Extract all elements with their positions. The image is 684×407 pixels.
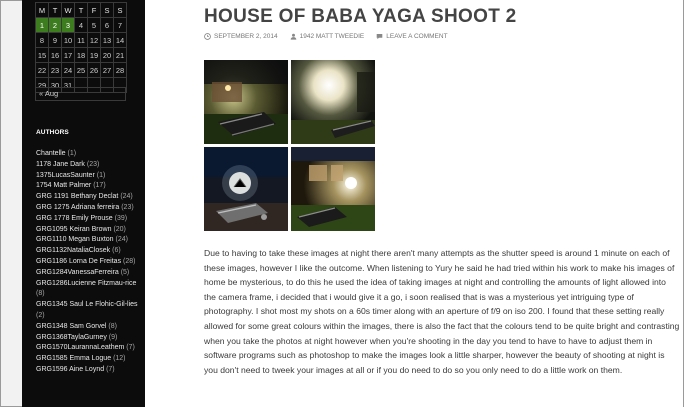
author-name[interactable]: GRG1095 Keiran Brown: [36, 225, 112, 233]
calendar-day: 16: [49, 48, 62, 63]
calendar-day: 14: [114, 33, 127, 48]
author-name[interactable]: GRG 1191 Bethany Declat: [36, 193, 119, 201]
bright-window-photo: [291, 60, 375, 144]
calendar-day: 12: [88, 33, 101, 48]
post-date[interactable]: [204, 33, 278, 40]
calendar-day: 8: [36, 33, 49, 48]
weekday: T: [75, 3, 88, 18]
calendar-day-link[interactable]: 2: [49, 18, 62, 33]
weekday: M: [36, 3, 49, 18]
author-item[interactable]: [36, 300, 144, 322]
sidebar: [22, 0, 145, 407]
author-item[interactable]: [36, 354, 144, 365]
author-item[interactable]: [36, 279, 144, 301]
calendar-day: 31: [62, 78, 75, 93]
author-name[interactable]: 1754 Matt Palmer: [36, 182, 92, 190]
calendar-day: 6: [101, 18, 114, 33]
author-count: (39): [114, 214, 128, 222]
weekday: T: [49, 3, 62, 18]
calendar-day: 22: [36, 63, 49, 78]
calendar: [35, 2, 127, 93]
author-count: (5): [120, 268, 130, 276]
calendar-day: 4: [75, 18, 88, 33]
author-name[interactable]: GRG1585 Emma Logue: [36, 355, 112, 363]
calendar-day-link[interactable]: 3: [62, 18, 75, 33]
author-count: (8): [36, 290, 45, 298]
author-item[interactable]: [36, 192, 144, 203]
calendar-day: 13: [101, 33, 114, 48]
post-author[interactable]: [290, 33, 365, 40]
calendar-day: 21: [114, 48, 127, 63]
weekday: F: [88, 3, 101, 18]
calendar-day: 19: [88, 48, 101, 63]
user-icon: [290, 33, 297, 40]
clock-icon: [204, 33, 211, 40]
author-name[interactable]: 1178 Jane Dark: [36, 160, 85, 168]
author-name[interactable]: GRG1132NataliaClosek: [36, 247, 111, 255]
calendar-day: 20: [101, 48, 114, 63]
comment-icon: [376, 33, 383, 40]
calendar-day: 7: [114, 18, 127, 33]
authors-list: [36, 149, 144, 376]
calendar-day: 24: [62, 63, 75, 78]
calendar-day: 27: [101, 63, 114, 78]
calendar-day: 11: [75, 33, 88, 48]
gallery-photo-bright-window[interactable]: [291, 60, 375, 144]
calendar-week: [36, 48, 127, 63]
weekday: S: [101, 3, 114, 18]
author-count: (1): [67, 150, 77, 157]
author-count: (1): [96, 171, 106, 179]
calendar-week: [36, 63, 127, 78]
author-name[interactable]: GRG1286Lucienne Fitzmau-rice: [36, 279, 137, 287]
author-count: (9): [108, 333, 118, 341]
author-count: (12): [113, 355, 126, 363]
author-item[interactable]: [36, 181, 144, 192]
gallery-photo-house-lights[interactable]: [291, 147, 375, 231]
weekday: W: [62, 3, 75, 18]
author-count: (17): [93, 182, 106, 190]
post-date-text: SEPTEMBER 2, 2014: [214, 33, 278, 40]
author-count: (8): [108, 322, 117, 330]
post-content: [145, 0, 683, 407]
author-name[interactable]: 1375LucasSaunter: [36, 171, 95, 179]
post-author-text: 1942 MATT TWEEDIE: [299, 33, 365, 40]
author-name[interactable]: GRG1284VanessaFerreira: [36, 268, 119, 276]
author-item[interactable]: [36, 343, 144, 354]
author-item[interactable]: [36, 268, 144, 279]
author-count: (7): [126, 344, 135, 352]
author-count: (23): [86, 160, 100, 168]
author-name[interactable]: GRG 1275 Adriana ferreira: [36, 203, 120, 211]
calendar-day: 29: [36, 78, 49, 93]
author-count: (23): [121, 203, 134, 211]
author-item[interactable]: [36, 149, 144, 160]
author-item[interactable]: [36, 203, 144, 214]
authors-heading: AUTHORS: [36, 129, 69, 136]
author-item[interactable]: [36, 365, 144, 376]
house-lights-photo: [291, 147, 375, 231]
author-name[interactable]: GRG1368TaylaGurney: [36, 333, 107, 341]
calendar-week: [36, 33, 127, 48]
author-item[interactable]: [36, 160, 144, 171]
author-count: (6): [112, 247, 121, 255]
calendar-day: 23: [49, 63, 62, 78]
author-count: (28): [123, 257, 136, 265]
garden-chair-photo: [204, 60, 288, 144]
calendar-prev-month-link[interactable]: « Aug: [35, 87, 126, 101]
weekday: S: [114, 3, 127, 18]
author-name[interactable]: GRG1110 Megan Buxton: [36, 236, 114, 244]
author-count: (24): [115, 236, 128, 244]
calendar-day-link[interactable]: 1: [36, 18, 49, 33]
author-name[interactable]: Chantelle: [36, 150, 66, 157]
author-item[interactable]: [36, 214, 144, 225]
author-name[interactable]: GRG1348 Sam Gorvel: [36, 322, 107, 330]
author-count: (7): [106, 365, 115, 373]
author-name[interactable]: GRG1596 Aine Loynd: [36, 365, 105, 373]
calendar-day: 15: [36, 48, 49, 63]
author-name[interactable]: GRG 1778 Emily Prouse: [36, 214, 113, 222]
gallery-photo-wheelbarrow[interactable]: [204, 147, 288, 231]
leave-comment-text: LEAVE A COMMENT: [386, 33, 448, 40]
author-count: (2): [36, 311, 45, 319]
post-title[interactable]: HOUSE OF BABA YAGA SHOOT 2: [204, 6, 517, 27]
author-count: (24): [120, 193, 133, 201]
post-body: Due to having to take these images at night there aren't many attempts as the shutter speed is around 1 minute on each of these images, however I like the outcome. When listening to Yury he said he had tried within his work to make his images of home be mysterious, to do this he used the idea of taking images at night and controlling the amounts of light allowed into the camera frame, i decided that i would give it a go, i soon realised that is was a mysterious yet intriguing type of photography. I shot most my shots on a 60s timer along with an aperture of f/9 on iso 200. I found that these setting really allowed for some great colours within the images, there is also the fact that the colours tend to be quite bright and contrasting when you take the photos at night however when you're shooting in the day you tend to have to have to adjust them in software programs such as photoshop to make the images look a little sharper, however the beauty of shooting at night is you don't need to tweek your images at all or if you do need to do so you only need to do a little work on them.: [204, 248, 680, 375]
author-item[interactable]: [36, 171, 144, 182]
calendar-day: 17: [62, 48, 75, 63]
author-item[interactable]: [36, 225, 144, 236]
calendar-day: 28: [114, 63, 127, 78]
post-meta: [204, 33, 448, 40]
calendar-day: 30: [49, 78, 62, 93]
author-name[interactable]: GRG1345 Saul Le Flohic-Gil-lies: [36, 301, 138, 309]
leave-comment-link[interactable]: [376, 33, 447, 40]
author-item[interactable]: [36, 235, 144, 246]
author-item[interactable]: [36, 333, 144, 344]
author-name[interactable]: GRG1570LaurannaLeathem: [36, 344, 125, 352]
author-name[interactable]: GRG1186 Lorna De Freitas: [36, 257, 122, 265]
calendar-week: [36, 18, 127, 33]
calendar-day: 9: [49, 33, 62, 48]
calendar-day: 26: [88, 63, 101, 78]
calendar-weekdays: [36, 3, 127, 18]
author-item[interactable]: [36, 246, 144, 257]
calendar-day: 5: [88, 18, 101, 33]
wheelbarrow-photo: [204, 147, 288, 231]
author-item[interactable]: [36, 322, 144, 333]
calendar-day: 18: [75, 48, 88, 63]
calendar-day: 10: [62, 33, 75, 48]
calendar-day: 25: [75, 63, 88, 78]
author-count: (20): [113, 225, 126, 233]
gallery-photo-garden-chair[interactable]: [204, 60, 288, 144]
author-item[interactable]: [36, 257, 144, 268]
